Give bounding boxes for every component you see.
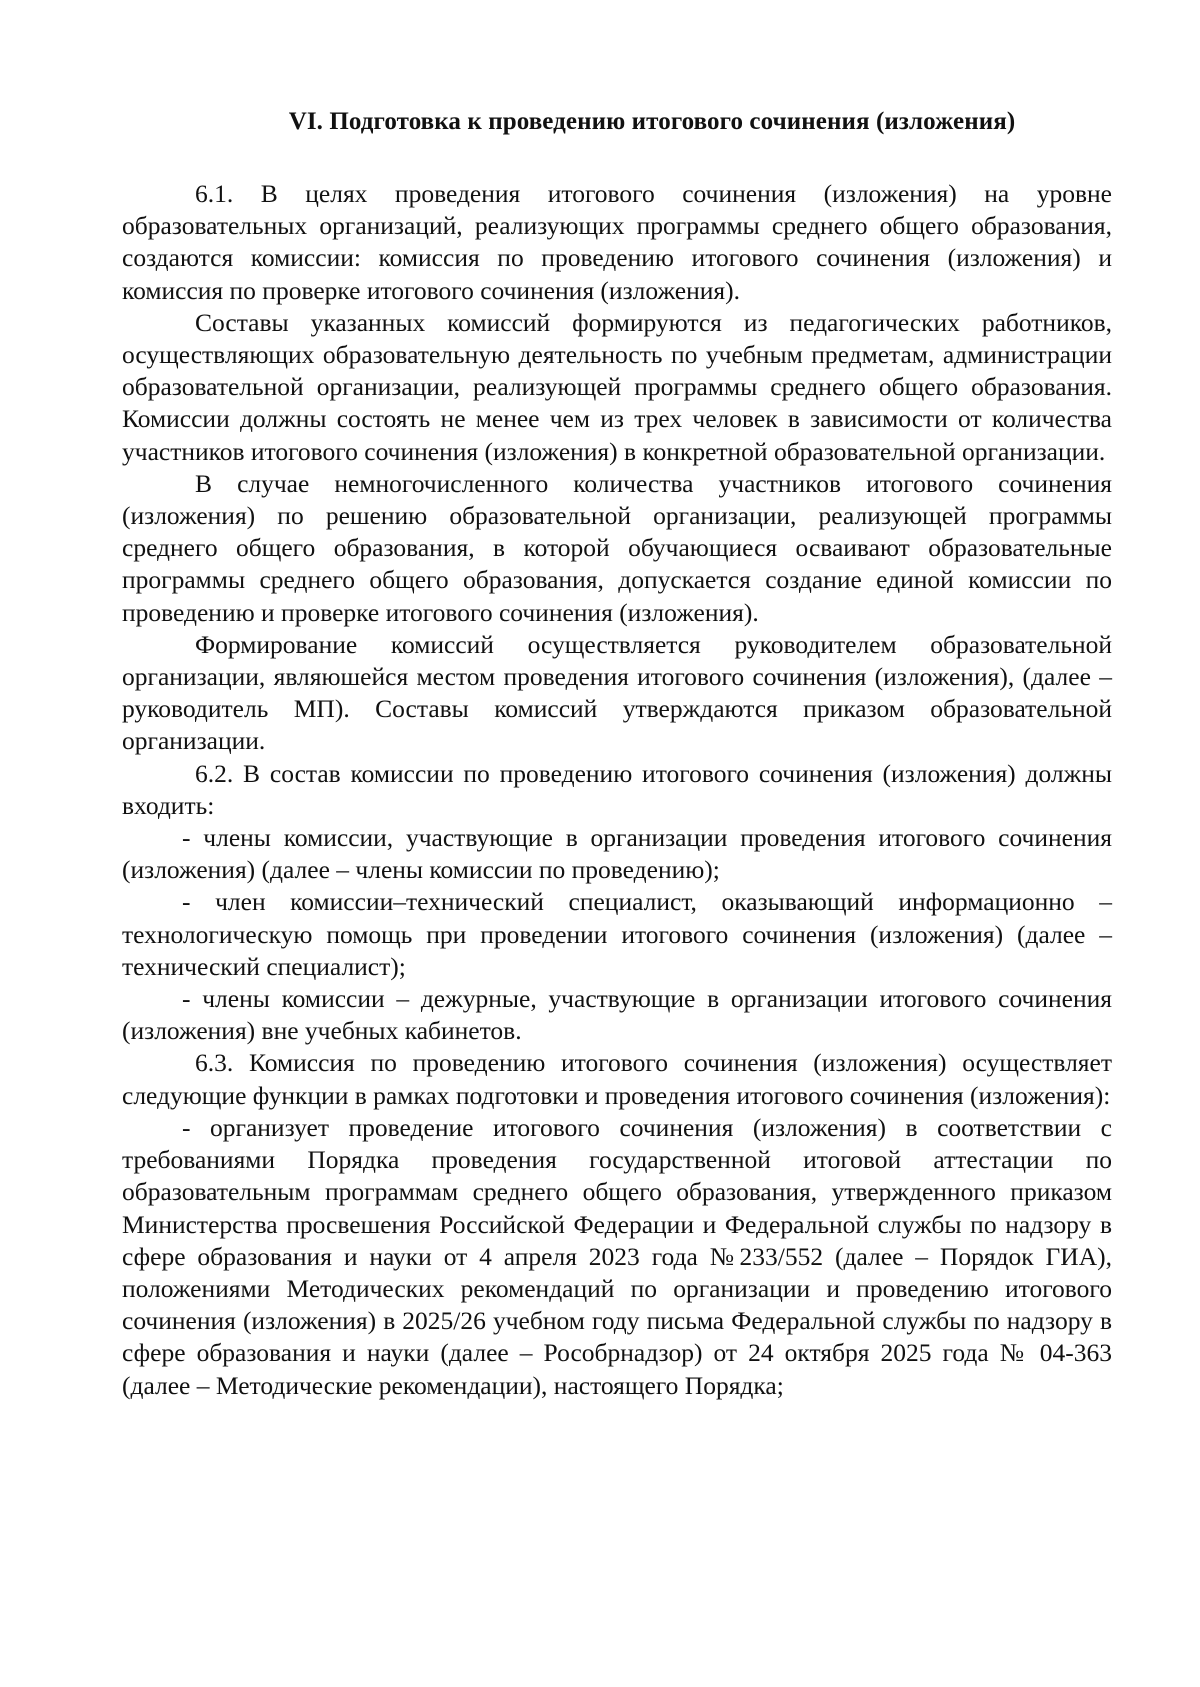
paragraph-commission-formation: Формирование комиссий осуществляется руководителем образовательной организации, являюшейся местом проведения итогового сочинения (изложения), (далее – руководитель МП). Составы комиссий утверждаются приказом образовательной организации. — [122, 629, 1112, 756]
list-item-duty-members: - члены комиссии – дежурные, участвующие в организации итогового сочинения (изложения) вне учебных кабинетов. — [122, 984, 1112, 1046]
paragraph-6-3: 6.3. Комиссия по проведению итогового сочинения (изложения) осуществляет следующие функции в рамках подготовки и проведения итогового сочинения (изложения): — [122, 1048, 1112, 1110]
paragraph-6-1: 6.1. В целях проведения итогового сочинения (изложения) на уровне образовательных организаций, реализующих программы среднего общего образования, создаются комиссии: комиссия по проведению итогового сочинения (изложения) и комиссия по проверке итогового сочинения (изложения). — [122, 179, 1112, 305]
section-heading: VI. Подготовка к проведению итогового сочинения (изложения) — [288, 108, 1016, 135]
paragraph-6-2: 6.2. В состав комиссии по проведению итогового сочинения (изложения) должны входить: — [122, 758, 1112, 820]
paragraph-commission-composition: Составы указанных комиссий формируются из педагогических работников, осуществляющих образовательную деятельность по учебным предметам, администрации образовательной организации, реализующей программы среднего общего образования. Комиссии должны состоять не менее чем из трех человек в зависимости от количества участников итогового сочинения (изложения) в конкретной образовательной организации. — [122, 307, 1112, 466]
list-item-organizes: - организует проведение итогового сочинения (изложения) в соответствии с требованиями Порядка проведения государственной итоговой аттестации по образовательным программам среднего общего образования, утвержденного приказом Министерства просвешения Российской Федерации и Федеральной службы по надзору в сфере образования и науки от 4 апреля 2023 года №233/552 (далее – Порядок ГИА), положениями Методических рекомендаций по организации и проведению итогового сочинения (изложения) в 2025/26 учебном году письма Федеральной службы по надзору в сфере образования и науки (далее – Рособрнадзор) от 24 октября 2025 года № 04-363 (далее – Методические рекомендации), настоящего Порядка; — [122, 1112, 1112, 1400]
list-item-tech-specialist: - член комиссии–технический специалист, оказывающий информационно – технологическую помощь при проведении итогового сочинения (изложения) (далее – технический специалист); — [122, 887, 1112, 981]
list-item-members: - члены комиссии, участвующие в организации проведения итогового сочинения (изложения) (далее – члены комиссии по проведению); — [122, 823, 1112, 885]
document-page — [122, 104, 1112, 1402]
paragraph-single-commission: В случае немногочисленного количества участников итогового сочинения (изложения) по решению образовательной организации, реализующей программы среднего общего образования, в которой обучающиеся осваивают образовательные программы среднего общего образования, допускается создание единой комиссии по проведению и проверке итогового сочинения (изложения). — [122, 468, 1112, 627]
